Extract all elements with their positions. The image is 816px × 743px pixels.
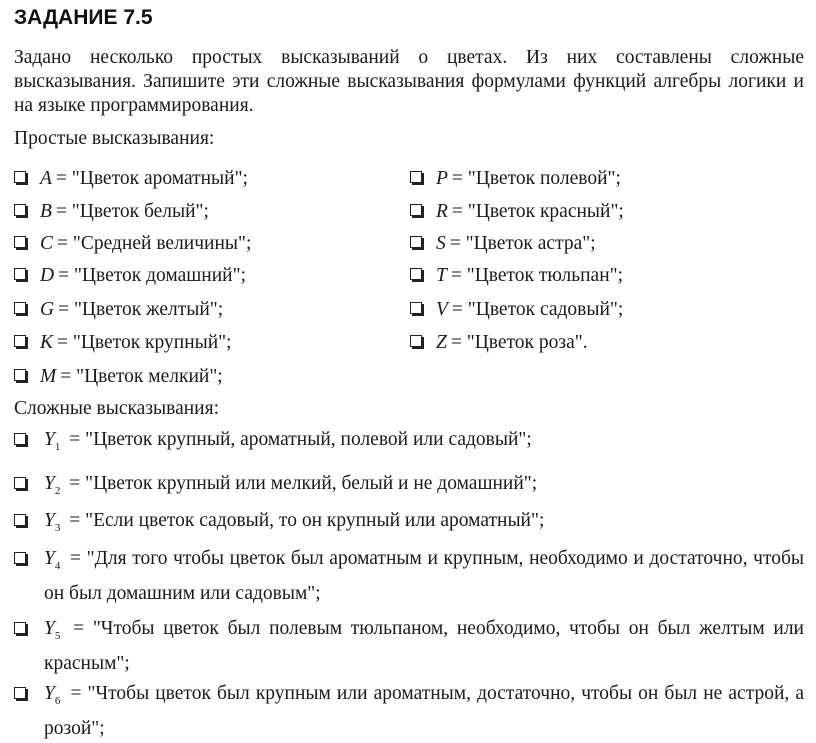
variable-name: Z [436,332,447,353]
statement-text: = "Чтобы цветок был крупным или ароматным, достаточно, чтобы он был не астрой, а розой"; [44,683,805,739]
checkbox-bullet-icon [410,268,422,280]
variable-name [44,429,61,453]
variable-name [44,618,61,642]
complex-statement [14,507,804,542]
statement-text: = "Чтобы цветок был полевым тюльпаном, необходимо, чтобы он был желтым или красным"; [44,618,804,674]
statement-text: = "Цветок красный"; [451,201,624,222]
checkbox-bullet-icon [410,335,422,347]
checkbox-bullet-icon [14,236,26,248]
simple-label: Простые высказывания: [14,128,215,149]
variable-name: A [40,168,52,189]
simple-statement [410,265,623,287]
statement-text: = "Для того чтобы цветок был ароматным и крупным, необходимо и достаточно, чтобы он был домашним или садовым"; [44,548,804,604]
statement-text: = "Цветок полевой"; [451,168,621,189]
statement-text: = "Цветок роза". [450,332,588,353]
simple-statement [410,332,588,354]
statement-text: = "Средней величины"; [57,233,252,254]
statement-text: = "Цветок желтый"; [58,299,224,320]
checkbox-bullet-icon [14,477,26,489]
simple-statement [14,366,223,388]
simple-statement [14,332,232,354]
variable-name: K [40,332,54,353]
checkbox-bullet-icon [410,236,422,248]
checkbox-bullet-icon [410,171,422,183]
checkbox-bullet-icon [410,302,422,314]
variable-name: T [436,265,447,286]
statement-text: = "Цветок крупный или мелкий, белый и не домашний"; [69,473,538,494]
variable-index: 4 [54,559,61,572]
simple-statement [14,299,223,321]
task-intro: Задано несколько простых высказываний о цветах. Из них составлены сложные высказывания. Запишите эти сложные высказывания формулами функций алгебры логики и на языке программирования. [14,47,804,116]
statement-text: = "Если цветок садовый, то он крупный или ароматный"; [69,510,545,531]
statement-text: = "Цветок крупный"; [57,332,232,353]
variable-index: 3 [54,521,61,534]
complex-statement [14,426,804,461]
statement-text: = "Цветок садовый"; [451,299,624,320]
checkbox-bullet-icon [14,514,26,526]
variable-name: B [40,201,52,222]
simple-statement [410,168,621,190]
complex-statement [14,615,804,678]
variable-index: 2 [54,484,61,497]
checkbox-bullet-icon [14,687,26,699]
checkbox-bullet-icon [14,552,26,564]
variable-name [44,548,61,572]
variable-name: P [436,168,448,189]
complex-statement [14,470,804,505]
variable-name: C [40,233,54,254]
simple-statement [410,201,624,223]
statement-text: = "Цветок астра"; [449,233,596,254]
variable-name [44,683,61,707]
statement-text: = "Цветок ароматный"; [55,168,248,189]
checkbox-bullet-icon [14,302,26,314]
variable-name: D [40,265,55,286]
complex-statement [14,545,804,608]
statement-text: = "Цветок белый"; [55,201,209,222]
checkbox-bullet-icon [14,171,26,183]
variable-letter: Y [44,473,55,494]
simple-statement [14,168,248,190]
variable-index: 5 [54,629,61,642]
checkbox-bullet-icon [14,268,26,280]
variable-name: R [436,201,448,222]
checkbox-bullet-icon [14,204,26,216]
variable-index: 1 [54,440,61,453]
variable-name: G [40,299,55,320]
statement-text: = "Цветок домашний"; [58,265,246,286]
variable-letter: Y [44,510,55,531]
variable-letter: Y [44,618,55,639]
statement-text: = "Цветок мелкий"; [60,366,223,387]
checkbox-bullet-icon [14,335,26,347]
variable-letter: Y [44,683,55,704]
variable-letter: Y [44,429,55,450]
simple-statement [14,265,246,287]
checkbox-bullet-icon [410,204,422,216]
variable-name [44,473,61,497]
variable-name: S [436,233,446,254]
checkbox-bullet-icon [14,622,26,634]
checkbox-bullet-icon [14,369,26,381]
variable-name: V [436,299,448,320]
variable-index: 6 [54,694,61,707]
simple-statement [410,299,623,321]
simple-statement [14,233,251,255]
variable-name [44,510,61,534]
simple-statement [410,233,596,255]
complex-label: Сложные высказывания: [14,398,220,419]
variable-name: M [40,366,57,387]
complex-statement [14,680,804,743]
variable-letter: Y [44,548,55,569]
task-title: ЗАДАНИЕ 7.5 [14,6,153,29]
statement-text: = "Цветок тюльпан"; [450,265,624,286]
simple-statement [14,201,209,223]
statement-text: = "Цветок крупный, ароматный, полевой или садовый"; [69,429,532,450]
checkbox-bullet-icon [14,433,26,445]
